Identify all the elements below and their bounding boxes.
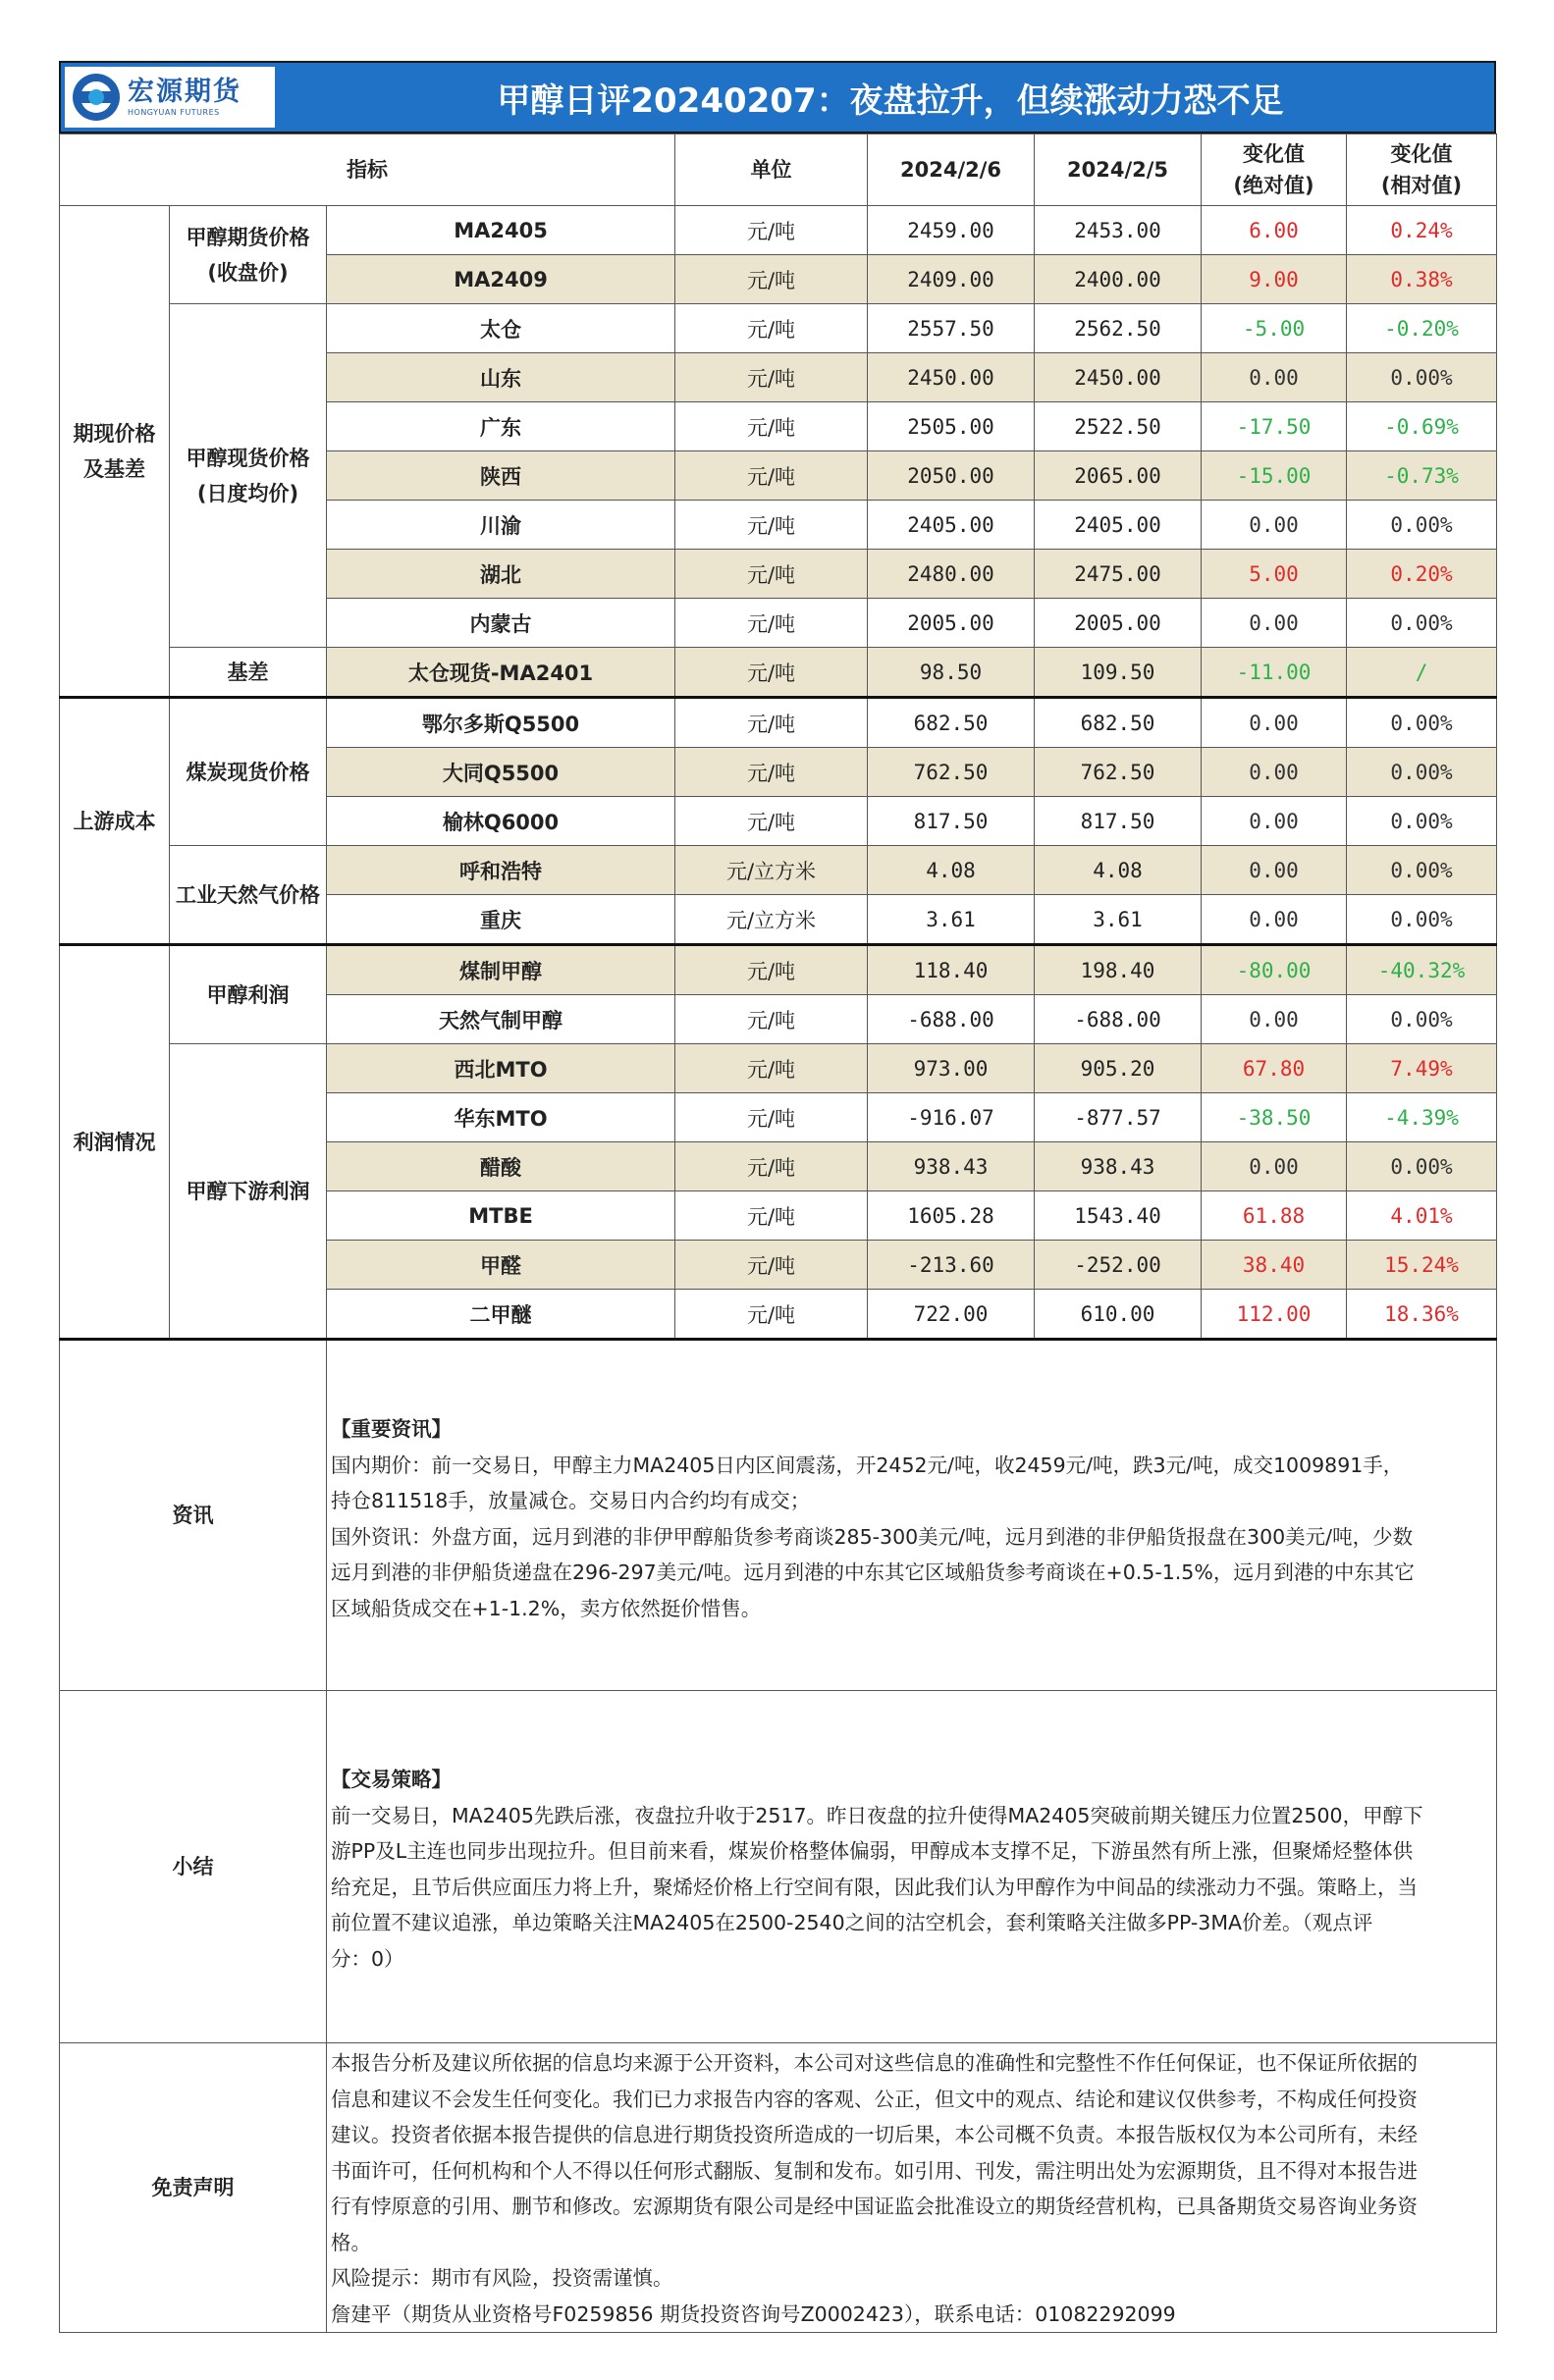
indicator-name: 西北MTO [327, 1044, 675, 1093]
rel-change-cell: -0.73% [1347, 451, 1497, 501]
value-date1: -688.00 [868, 995, 1035, 1044]
value-date1: 2405.00 [868, 501, 1035, 550]
col-indicator: 指标 [60, 134, 675, 206]
logo-name-en: HONGYUAN FUTURES [128, 107, 220, 117]
value-date2: 905.20 [1035, 1044, 1202, 1093]
col-rel-change: 变化值 (相对值) [1347, 134, 1497, 206]
value-date2: -877.57 [1035, 1093, 1202, 1142]
value-date2: 2405.00 [1035, 501, 1202, 550]
rel-change-cell: 0.00% [1347, 797, 1497, 846]
indicator-name: 重庆 [327, 895, 675, 945]
abs-change-cell: -11.00 [1202, 648, 1347, 698]
abs-change-cell: 112.00 [1202, 1290, 1347, 1340]
table-row [60, 206, 1497, 255]
summary-line: 给充足，且节后供应面压力将上升，聚烯烃价格上行空间有限，因此我们认为甲醇作为中间品的续涨动力不强。策略上，当 [331, 1875, 1418, 1899]
abs-change-cell: 0.00 [1202, 895, 1347, 945]
value-date2: 3.61 [1035, 895, 1202, 945]
table-row [60, 304, 1497, 353]
indicator-table [59, 133, 1497, 2333]
rel-change-cell: -40.32% [1347, 945, 1497, 995]
unit-cell: 元/吨 [675, 353, 868, 402]
report-banner [59, 61, 1496, 133]
table-header-row [60, 134, 1497, 206]
table-row [60, 648, 1497, 698]
summary-label: 小结 [60, 1691, 327, 2043]
summary-line: 游PP及L主连也同步出现拉升。但目前来看，煤炭价格整体偏弱，甲醇成本支撑不足，下游虽然有所上涨，但聚烯烃整体供 [331, 1839, 1414, 1863]
rel-change-cell: -4.39% [1347, 1093, 1497, 1142]
rel-change-cell: 15.24% [1347, 1241, 1497, 1290]
indicator-name: 山东 [327, 353, 675, 402]
unit-cell: 元/吨 [675, 550, 868, 599]
news-content [327, 1340, 1497, 1691]
unit-cell: 元/吨 [675, 402, 868, 451]
unit-cell: 元/吨 [675, 451, 868, 501]
indicator-name: 陕西 [327, 451, 675, 501]
abs-change-cell: 5.00 [1202, 550, 1347, 599]
rel-change-cell: 0.20% [1347, 550, 1497, 599]
subcategory-label: 基差 [170, 648, 327, 698]
indicator-name: 呼和浩特 [327, 846, 675, 895]
abs-change-cell: 9.00 [1202, 255, 1347, 304]
abs-change-cell: 0.00 [1202, 1142, 1347, 1191]
unit-cell: 元/吨 [675, 748, 868, 797]
category-label: 利润情况 [60, 945, 170, 1340]
rel-change-cell: 0.00% [1347, 748, 1497, 797]
news-block [60, 1340, 1497, 1691]
value-date1: 682.50 [868, 698, 1035, 748]
value-date2: 1543.40 [1035, 1191, 1202, 1241]
rel-change-cell: 4.01% [1347, 1191, 1497, 1241]
unit-cell: 元/吨 [675, 945, 868, 995]
indicator-name: 川渝 [327, 501, 675, 550]
table-row [60, 1044, 1497, 1093]
value-date2: 2562.50 [1035, 304, 1202, 353]
value-date2: 2475.00 [1035, 550, 1202, 599]
value-date1: 2557.50 [868, 304, 1035, 353]
abs-change-cell: 0.00 [1202, 846, 1347, 895]
indicator-name: 二甲醚 [327, 1290, 675, 1340]
value-date2: 938.43 [1035, 1142, 1202, 1191]
summary-heading: 【交易策略】 [331, 1768, 452, 1791]
abs-change-cell: -38.50 [1202, 1093, 1347, 1142]
abs-change-cell: 0.00 [1202, 599, 1347, 648]
value-date1: 2050.00 [868, 451, 1035, 501]
value-date1: 2450.00 [868, 353, 1035, 402]
summary-line: 前一交易日，MA2405先跌后涨，夜盘拉升收于2517。昨日夜盘的拉升使得MA2405突破前期关键压力位置2500，甲醇下 [331, 1803, 1423, 1827]
hongyuan-logo-icon [71, 72, 122, 123]
value-date2: 762.50 [1035, 748, 1202, 797]
unit-cell: 元/吨 [675, 1142, 868, 1191]
value-date1: 762.50 [868, 748, 1035, 797]
rel-change-cell: 0.00% [1347, 1142, 1497, 1191]
subcategory-label: 甲醇现货价格 (日度均价) [170, 304, 327, 648]
summary-line: 分：0） [331, 1946, 404, 1971]
unit-cell: 元/吨 [675, 648, 868, 698]
company-logo [65, 67, 275, 128]
col-date1: 2024/2/6 [868, 134, 1035, 206]
value-date2: -688.00 [1035, 995, 1202, 1044]
abs-change-cell: 0.00 [1202, 501, 1347, 550]
value-date1: 1605.28 [868, 1191, 1035, 1241]
unit-cell: 元/吨 [675, 1241, 868, 1290]
unit-cell: 元/吨 [675, 995, 868, 1044]
unit-cell: 元/吨 [675, 255, 868, 304]
abs-change-cell: 0.00 [1202, 995, 1347, 1044]
table-row [60, 846, 1497, 895]
value-date2: 198.40 [1035, 945, 1202, 995]
value-date1: 98.50 [868, 648, 1035, 698]
value-date2: -252.00 [1035, 1241, 1202, 1290]
disclaimer-label: 免责声明 [60, 2043, 327, 2333]
unit-cell: 元/吨 [675, 206, 868, 255]
indicator-name: 华东MTO [327, 1093, 675, 1142]
summary-block [60, 1691, 1497, 2043]
analyst-contact: 詹建平（期货从业资格号F0259856 期货投资咨询号Z0002423），联系电话：01082292099 [331, 2301, 1176, 2326]
value-date2: 4.08 [1035, 846, 1202, 895]
table-body [60, 206, 1497, 1340]
rel-change-cell: 0.00% [1347, 895, 1497, 945]
risk-warning: 风险提示：期市有风险，投资需谨慎。 [331, 2266, 673, 2290]
value-date1: 722.00 [868, 1290, 1035, 1340]
subcategory-label: 煤炭现货价格 [170, 698, 327, 846]
indicator-name: MA2409 [327, 255, 675, 304]
abs-change-cell: 38.40 [1202, 1241, 1347, 1290]
value-date1: 4.08 [868, 846, 1035, 895]
unit-cell: 元/吨 [675, 304, 868, 353]
indicator-name: 甲醛 [327, 1241, 675, 1290]
category-label: 期现价格 及基差 [60, 206, 170, 698]
unit-cell: 元/吨 [675, 599, 868, 648]
text-blocks [60, 1340, 1497, 2333]
indicator-name: 太仓现货-MA2401 [327, 648, 675, 698]
news-line: 远月到港的非伊船货递盘在296-297美元/吨。远月到港的中东其它区域船货参考商谈在+0.5-1.5%，远月到港的中东其它 [331, 1560, 1415, 1584]
value-date2: 2065.00 [1035, 451, 1202, 501]
rel-change-cell: 18.36% [1347, 1290, 1497, 1340]
indicator-name: MTBE [327, 1191, 675, 1241]
value-date1: 2480.00 [868, 550, 1035, 599]
news-heading: 【重要资讯】 [331, 1417, 452, 1441]
disclaimer-line: 本报告分析及建议所依据的信息均来源于公开资料，本公司对这些信息的准确性和完整性不作任何保证，也不保证所依据的 [331, 2051, 1418, 2075]
rel-change-cell: 0.00% [1347, 501, 1497, 550]
subcategory-label: 工业天然气价格 [170, 846, 327, 945]
indicator-name: 煤制甲醇 [327, 945, 675, 995]
news-line: 国外资讯：外盘方面，远月到港的非伊甲醇船货参考商谈285-300美元/吨，远月到港的非伊船货报盘在300美元/吨，少数 [331, 1524, 1414, 1549]
indicator-name: 广东 [327, 402, 675, 451]
abs-change-cell: 61.88 [1202, 1191, 1347, 1241]
indicator-name: 大同Q5500 [327, 748, 675, 797]
rel-change-cell: 0.00% [1347, 698, 1497, 748]
unit-cell: 元/立方米 [675, 895, 868, 945]
table-row [60, 945, 1497, 995]
unit-cell: 元/吨 [675, 1290, 868, 1340]
unit-cell: 元/吨 [675, 501, 868, 550]
indicator-name: 太仓 [327, 304, 675, 353]
news-line: 区域船货成交在+1-1.2%，卖方依然挺价惜售。 [331, 1596, 762, 1620]
abs-change-cell: -15.00 [1202, 451, 1347, 501]
disclaimer-line: 建议。投资者依据本报告提供的信息进行期货投资所造成的一切后果，本公司概不负责。本报告版权仅为本公司所有，未经 [331, 2123, 1418, 2146]
col-unit: 单位 [675, 134, 868, 206]
subcategory-label: 甲醇利润 [170, 945, 327, 1044]
subcategory-label: 甲醇下游利润 [170, 1044, 327, 1340]
abs-change-cell: -17.50 [1202, 402, 1347, 451]
report-sheet [59, 61, 1496, 2333]
news-label: 资讯 [60, 1340, 327, 1691]
category-label: 上游成本 [60, 698, 170, 945]
unit-cell: 元/吨 [675, 1093, 868, 1142]
unit-cell: 元/吨 [675, 1191, 868, 1241]
value-date1: 2409.00 [868, 255, 1035, 304]
disclaimer-line: 格。 [331, 2230, 371, 2254]
value-date1: -213.60 [868, 1241, 1035, 1290]
value-date2: 817.50 [1035, 797, 1202, 846]
report-title: 甲醇日评20240207：夜盘拉升，但续涨动力恐不足 [497, 80, 1284, 121]
news-line: 持仓811518手，放量减仓。交易日内合约均有成交； [331, 1489, 811, 1512]
value-date2: 109.50 [1035, 648, 1202, 698]
abs-change-cell: 0.00 [1202, 748, 1347, 797]
indicator-name: 鄂尔多斯Q5500 [327, 698, 675, 748]
rel-change-cell: -0.69% [1347, 402, 1497, 451]
unit-cell: 元/吨 [675, 1044, 868, 1093]
unit-cell: 元/吨 [675, 698, 868, 748]
abs-change-cell: -80.00 [1202, 945, 1347, 995]
value-date2: 2005.00 [1035, 599, 1202, 648]
value-date2: 2400.00 [1035, 255, 1202, 304]
abs-change-cell: 67.80 [1202, 1044, 1347, 1093]
value-date2: 2450.00 [1035, 353, 1202, 402]
disclaimer-block [60, 2043, 1497, 2333]
rel-change-cell: 0.38% [1347, 255, 1497, 304]
indicator-name: 天然气制甲醇 [327, 995, 675, 1044]
value-date1: 817.50 [868, 797, 1035, 846]
value-date2: 2522.50 [1035, 402, 1202, 451]
disclaimer-line: 书面许可，任何机构和个人不得以任何形式翻版、复制和发布。如引用、刊发，需注明出处为宏源期货，且不得对本报告进 [331, 2158, 1418, 2183]
rel-change-cell: 0.24% [1347, 206, 1497, 255]
indicator-name: 湖北 [327, 550, 675, 599]
col-abs-change: 变化值 (绝对值) [1202, 134, 1347, 206]
abs-change-cell: 0.00 [1202, 353, 1347, 402]
disclaimer-line: 信息和建议不会发生任何变化。我们已力求报告内容的客观、公正，但文中的观点、结论和建议仅供参考，不构成任何投资 [331, 2087, 1418, 2111]
value-date1: -916.07 [868, 1093, 1035, 1142]
disclaimer-line: 行有悖原意的引用、删节和修改。宏源期货有限公司是经中国证监会批准设立的期货经营机构，已具备期货交易咨询业务资 [331, 2195, 1418, 2218]
rel-change-cell: 0.00% [1347, 599, 1497, 648]
value-date1: 3.61 [868, 895, 1035, 945]
abs-change-cell: 0.00 [1202, 698, 1347, 748]
rel-change-cell: 0.00% [1347, 995, 1497, 1044]
value-date1: 118.40 [868, 945, 1035, 995]
news-line: 国内期价：前一交易日，甲醇主力MA2405日内区间震荡，开2452元/吨，收2459元/吨，跌3元/吨，成交1009891手， [331, 1453, 1404, 1477]
subcategory-label: 甲醇期货价格 (收盘价) [170, 206, 327, 304]
value-date1: 2505.00 [868, 402, 1035, 451]
summary-line: 前位置不建议追涨，单边策略关注MA2405在2500-2540之间的沽空机会，套利策略关注做多PP-3MA价差。（观点评 [331, 1911, 1373, 1934]
rel-change-cell: 7.49% [1347, 1044, 1497, 1093]
unit-cell: 元/立方米 [675, 846, 868, 895]
abs-change-cell: -5.00 [1202, 304, 1347, 353]
indicator-name: 内蒙古 [327, 599, 675, 648]
indicator-name: 榆林Q6000 [327, 797, 675, 846]
summary-content [327, 1691, 1497, 2043]
value-date1: 938.43 [868, 1142, 1035, 1191]
col-date2: 2024/2/5 [1035, 134, 1202, 206]
indicator-name: MA2405 [327, 206, 675, 255]
rel-change-cell: -0.20% [1347, 304, 1497, 353]
disclaimer-content [327, 2043, 1497, 2333]
value-date1: 2005.00 [868, 599, 1035, 648]
value-date1: 2459.00 [868, 206, 1035, 255]
value-date2: 610.00 [1035, 1290, 1202, 1340]
value-date1: 973.00 [868, 1044, 1035, 1093]
unit-cell: 元/吨 [675, 797, 868, 846]
abs-change-cell: 6.00 [1202, 206, 1347, 255]
rel-change-cell: / [1347, 648, 1497, 698]
value-date2: 2453.00 [1035, 206, 1202, 255]
abs-change-cell: 0.00 [1202, 797, 1347, 846]
table-row [60, 698, 1497, 748]
rel-change-cell: 0.00% [1347, 353, 1497, 402]
value-date2: 682.50 [1035, 698, 1202, 748]
logo-name-cn: 宏源期货 [128, 76, 241, 107]
indicator-name: 醋酸 [327, 1142, 675, 1191]
rel-change-cell: 0.00% [1347, 846, 1497, 895]
